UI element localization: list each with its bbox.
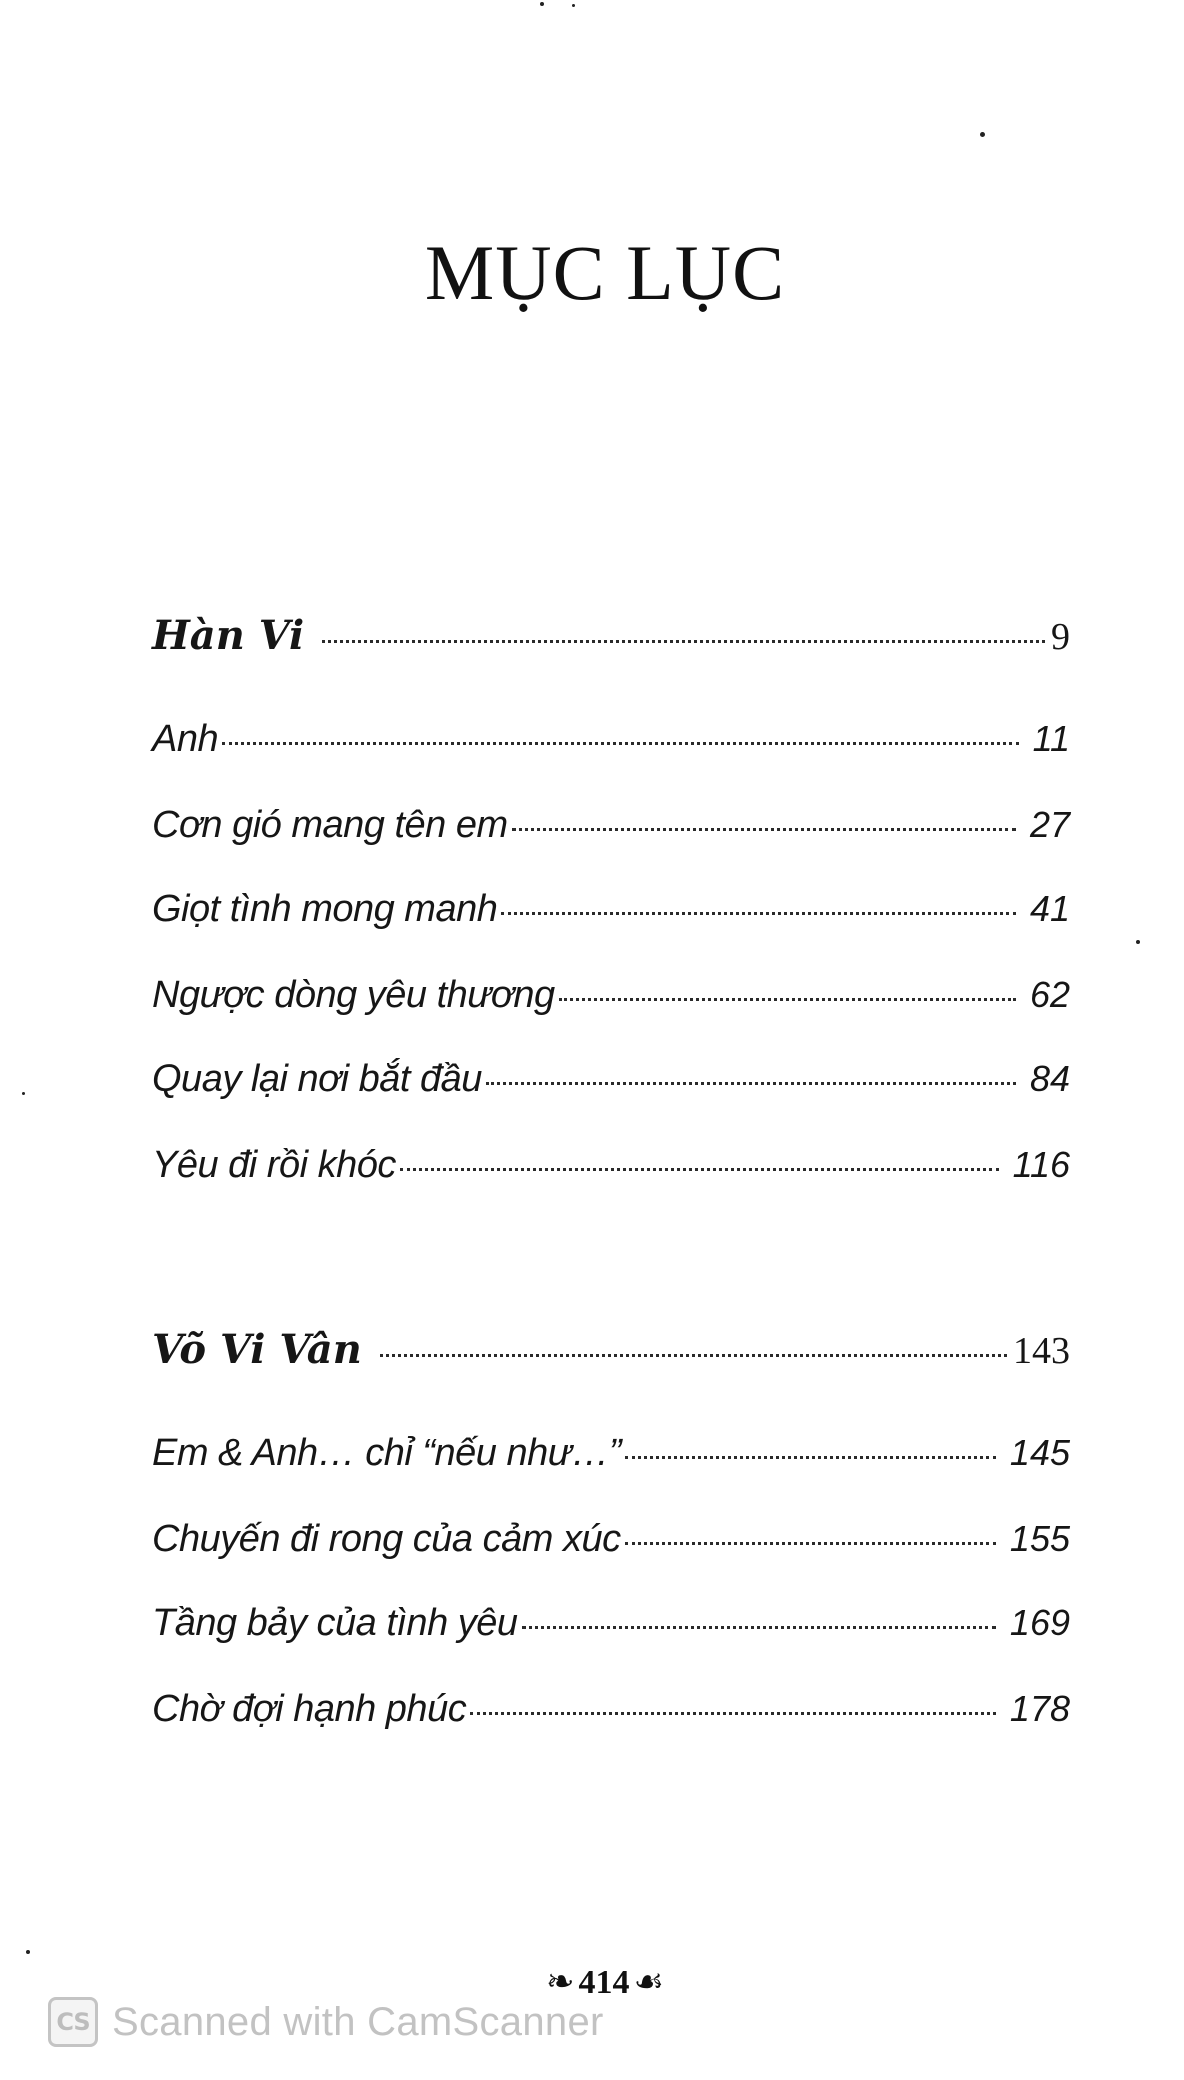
scan-speck: [22, 1092, 25, 1095]
entry-title: Chờ đợi hạnh phúc: [152, 1688, 467, 1730]
entry-title: Quay lại nơi bắt đầu: [152, 1058, 482, 1100]
toc-entry: [152, 718, 1070, 761]
dot-leader: [625, 1542, 996, 1545]
dot-leader: [470, 1712, 996, 1715]
section-author: Hàn Vi: [152, 612, 305, 659]
dot-leader: [512, 828, 1016, 831]
section-author: Võ Vi Vân: [152, 1326, 362, 1373]
entry-page-number: 145: [1009, 1432, 1070, 1473]
dot-leader: [380, 1354, 1007, 1357]
entry-page-number: 41: [1029, 888, 1070, 929]
scan-speck: [26, 1950, 30, 1954]
entry-title: Chuyến đi rong của cảm xúc: [152, 1518, 621, 1560]
dot-leader: [486, 1082, 1016, 1085]
toc-entry: [152, 804, 1070, 847]
toc-entry: [152, 888, 1070, 931]
watermark-text: Scanned with CamScanner: [112, 1999, 604, 2044]
camscanner-logo-icon: CS: [48, 1997, 98, 2047]
page-title: MỤC LỤC: [424, 229, 786, 316]
toc-entry: [152, 1432, 1070, 1475]
entry-title: Giọt tình mong manh: [152, 888, 498, 930]
entry-page-number: 116: [1012, 1144, 1070, 1185]
section-page-number: 143: [1013, 1330, 1070, 1372]
entry-page-number: 27: [1029, 804, 1070, 845]
entry-page-number: 62: [1029, 974, 1070, 1015]
dot-leader: [222, 742, 1019, 745]
toc-entry: [152, 1144, 1070, 1187]
toc-entry: [152, 1688, 1070, 1731]
dot-leader: [400, 1168, 999, 1171]
toc-entry: [152, 974, 1070, 1017]
entry-title: Cơn gió mang tên em: [152, 804, 508, 846]
entry-title: Ngược dòng yêu thương: [152, 974, 555, 1016]
entry-title: Anh: [152, 718, 219, 760]
entry-page-number: 169: [1009, 1602, 1070, 1643]
scan-speck: [540, 2, 544, 6]
entry-title: Yêu đi rồi khóc: [152, 1144, 396, 1186]
scan-speck: [980, 132, 985, 137]
dot-leader: [625, 1456, 996, 1459]
section-page-number: 9: [1051, 616, 1070, 658]
dot-leader: [322, 640, 1045, 643]
leaf-ornament-left-icon: ❧: [546, 1962, 575, 2002]
scan-speck: [1136, 940, 1140, 944]
dot-leader: [501, 912, 1016, 915]
entry-page-number: 84: [1029, 1058, 1070, 1099]
entry-title: Em & Anh… chỉ “nếu như…”: [152, 1432, 621, 1474]
page-number: 414: [578, 1964, 630, 2001]
toc-entry: [152, 1602, 1070, 1645]
toc-entry: [152, 1518, 1070, 1561]
leaf-ornament-right-icon: ☙: [633, 1962, 664, 2002]
entry-title: Tầng bảy của tình yêu: [152, 1602, 518, 1644]
toc-section-han-vi: [152, 612, 1070, 659]
toc-entry: [152, 1058, 1070, 1101]
entry-page-number: 178: [1009, 1688, 1070, 1729]
toc-section-vo-vi-van: [152, 1326, 1070, 1373]
dot-leader: [522, 1626, 996, 1629]
dot-leader: [559, 998, 1016, 1001]
entry-page-number: 11: [1032, 718, 1070, 759]
entry-page-number: 155: [1009, 1518, 1070, 1559]
camscanner-watermark: [48, 1994, 604, 2050]
scan-speck: [572, 4, 575, 7]
